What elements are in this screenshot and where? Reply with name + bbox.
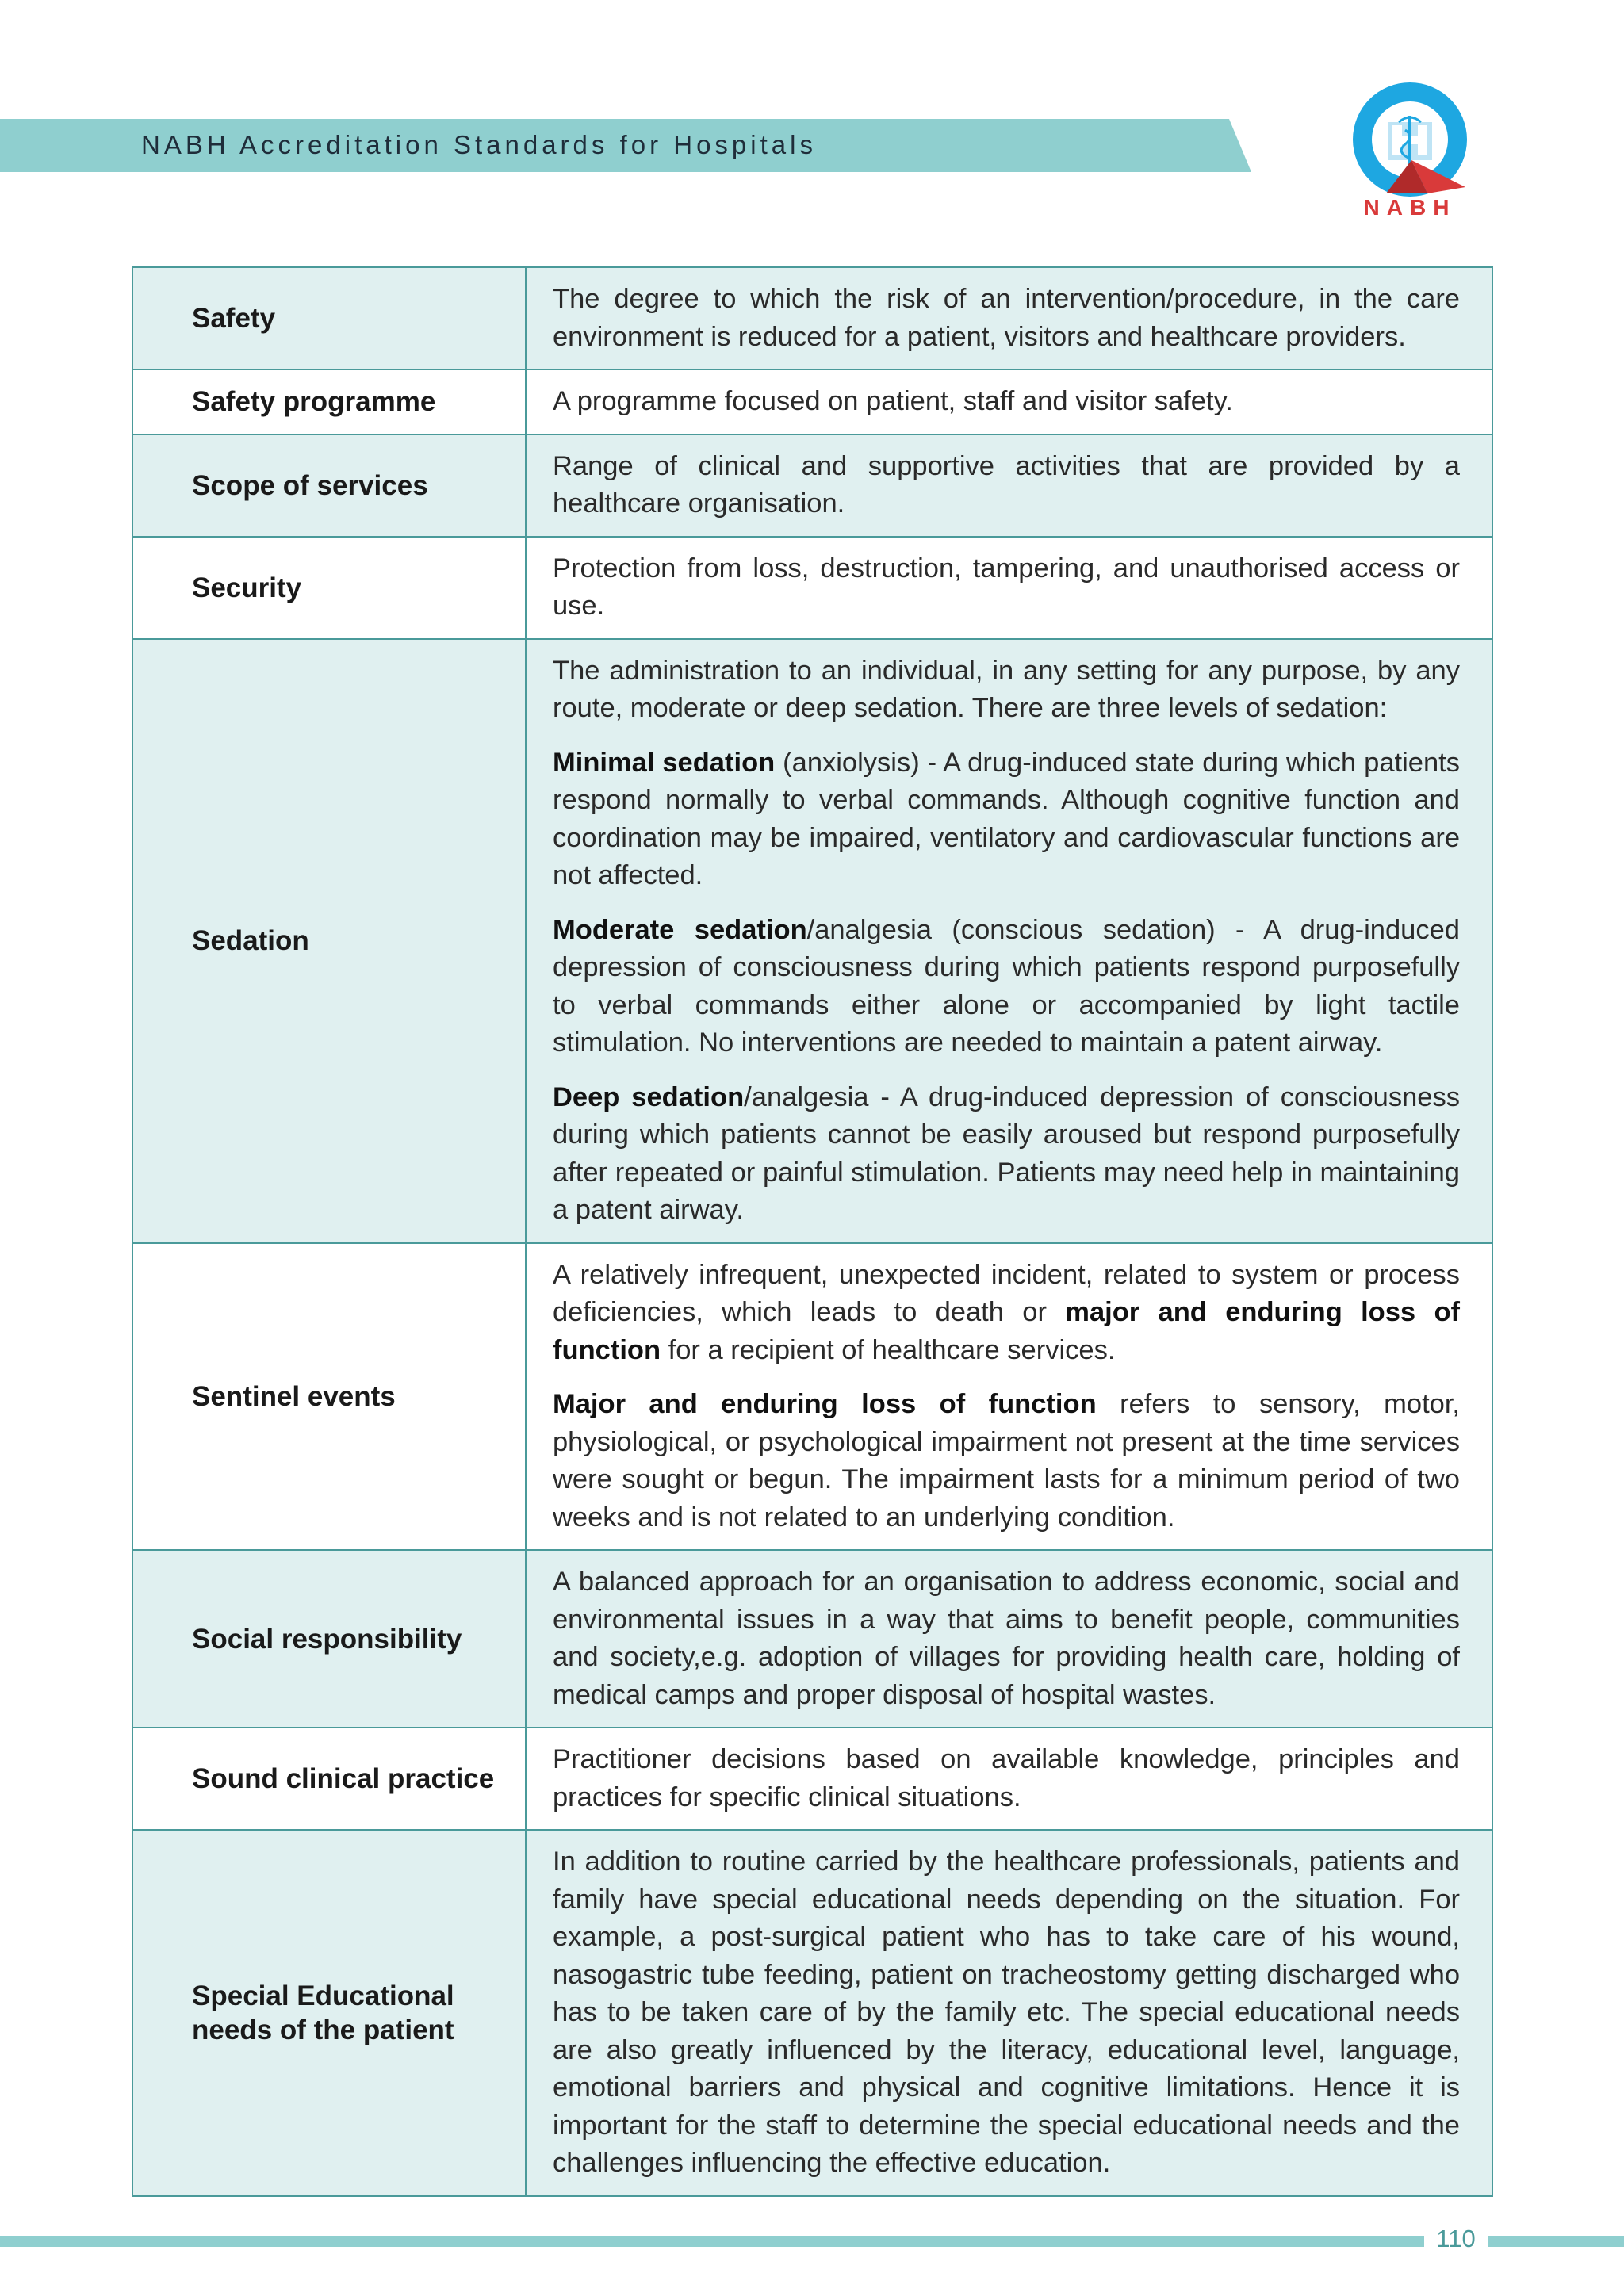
definition-text: Practitioner decisions based on available knowledge, principles and practices for specific clinical situations. xyxy=(553,1744,1460,1812)
definition-bold-term: Minimal sedation xyxy=(553,747,776,778)
definition-text: /analgesia (conscious sedation) - A drug-induced depression of consciousness during which patients respond purposefully to verbal commands either alone or accompanied by light tactile stimulation. No interventions are needed to maintain a patent airway. xyxy=(553,914,1460,1058)
glossary-definition xyxy=(526,369,1492,434)
glossary-term: Scope of services xyxy=(132,434,526,537)
document-title: NABH Accreditation Standards for Hospitals xyxy=(141,130,817,159)
page-number: 110 xyxy=(1436,2225,1476,2252)
definition-bold-term: Deep sedation xyxy=(553,1081,745,1112)
definition-paragraph xyxy=(553,1079,1460,1230)
footer-rule-right xyxy=(1488,2236,1624,2247)
definition-paragraph xyxy=(553,383,1460,421)
glossary-definition xyxy=(526,434,1492,537)
glossary-term: Sentinel events xyxy=(132,1243,526,1551)
definition-bold-phrase: major and enduring loss of function xyxy=(553,1297,1461,1365)
definition-bold-term: Moderate sedation xyxy=(553,914,807,945)
definition-text: (anxiolysis) - A drug-induced state during which patients respond normally to verbal commands. Although cognitive function and coordination may be impaired, ventilatory and cardiovascular functions are not affected. xyxy=(553,747,1460,890)
glossary-definition xyxy=(526,1830,1492,2196)
definition-paragraph xyxy=(553,1741,1460,1816)
definition-text: Range of clinical and supportive activities that are provided by a healthcare organisation. xyxy=(553,450,1460,519)
glossary-term: Social responsibility xyxy=(132,1550,526,1728)
glossary-row xyxy=(132,1550,1492,1728)
definition-text: The degree to which the risk of an intervention/procedure, in the care environment is reduced for a patient, visitors and healthcare providers. xyxy=(553,284,1460,352)
glossary-term: Special Educational needs of the patient xyxy=(132,1830,526,2196)
definition-text: A relatively infrequent, unexpected incident, related to system or process deficiencies, which leads to death or xyxy=(553,1259,1460,1327)
glossary-term: Sound clinical practice xyxy=(132,1728,526,1830)
glossary-row xyxy=(132,1728,1492,1830)
definition-paragraph xyxy=(553,744,1460,895)
definition-paragraph xyxy=(553,550,1460,626)
glossary-row xyxy=(132,1830,1492,2196)
glossary-row xyxy=(132,639,1492,1243)
definition-text: Protection from loss, destruction, tampering, and unauthorised access or use. xyxy=(553,553,1460,621)
glossary-row xyxy=(132,1243,1492,1551)
definition-paragraph xyxy=(553,448,1460,523)
definition-paragraph xyxy=(553,1257,1460,1370)
definition-paragraph xyxy=(553,1843,1460,2183)
glossary-row xyxy=(132,537,1492,639)
definition-paragraph xyxy=(553,1563,1460,1714)
definition-text: /analgesia - A drug-induced depression of consciousness during which patients cannot be easily aroused but respond purposefully after repeated or painful stimulation. Patients may need help in maintaining a patent airway. xyxy=(553,1081,1460,1225)
definition-text: A balanced approach for an organisation to address economic, social and environmental issues in a way that aims to benefit people, communities and society,e.g. adoption of villages for providing health care, holding of medical camps and proper disposal of hospital wastes. xyxy=(553,1567,1460,1710)
definition-paragraph xyxy=(553,912,1460,1062)
definition-paragraph xyxy=(553,652,1460,728)
glossary-row xyxy=(132,267,1492,369)
glossary-term: Safety xyxy=(132,267,526,369)
glossary-term: Safety programme xyxy=(132,369,526,434)
glossary-definition xyxy=(526,267,1492,369)
definition-text-end: for a recipient of healthcare services. xyxy=(661,1334,1116,1365)
definition-bold-term: Major and enduring loss of function xyxy=(553,1389,1097,1419)
glossary-definition xyxy=(526,537,1492,639)
glossary-body xyxy=(132,267,1492,2196)
footer-rule-left xyxy=(0,2236,1424,2247)
definition-paragraph xyxy=(553,281,1460,356)
definition-text: refers to sensory, motor, physiological, or psychological impairment not present at the time services were sought or begun. The impairment lasts for a minimum period of two weeks and is not related to an underlying condition. xyxy=(553,1389,1461,1533)
logo-text: NABH xyxy=(1363,195,1457,220)
glossary-definition xyxy=(526,1728,1492,1830)
glossary-row xyxy=(132,369,1492,434)
definition-text: A programme focused on patient, staff and visitor safety. xyxy=(553,386,1233,416)
definition-text: The administration to an individual, in any setting for any purpose, by any route, moderate or deep sedation. There are three levels of sedation: xyxy=(553,655,1460,723)
glossary-definition xyxy=(526,1243,1492,1551)
glossary-term: Security xyxy=(132,537,526,639)
glossary-table xyxy=(132,266,1493,2197)
glossary-term: Sedation xyxy=(132,639,526,1243)
glossary-definition xyxy=(526,639,1492,1243)
definition-text: In addition to routine carried by the healthcare professionals, patients and family have special educational needs depending on the situation. For example, a post-surgical patient who has to take care of his wound, nasogastric tube feeding, patient on tracheostomy getting discharged who has to be taken care of by the family etc. The special educational needs are also greatly influenced by the literacy, educational level, language, emotional barriers and physical and cognitive limitations. Hence it is important for the staff to determine the special educational needs and the challenges influencing the effective education. xyxy=(553,1846,1460,2178)
definition-paragraph xyxy=(553,1386,1460,1536)
glossary-row xyxy=(132,434,1492,537)
glossary-definition xyxy=(526,1550,1492,1728)
